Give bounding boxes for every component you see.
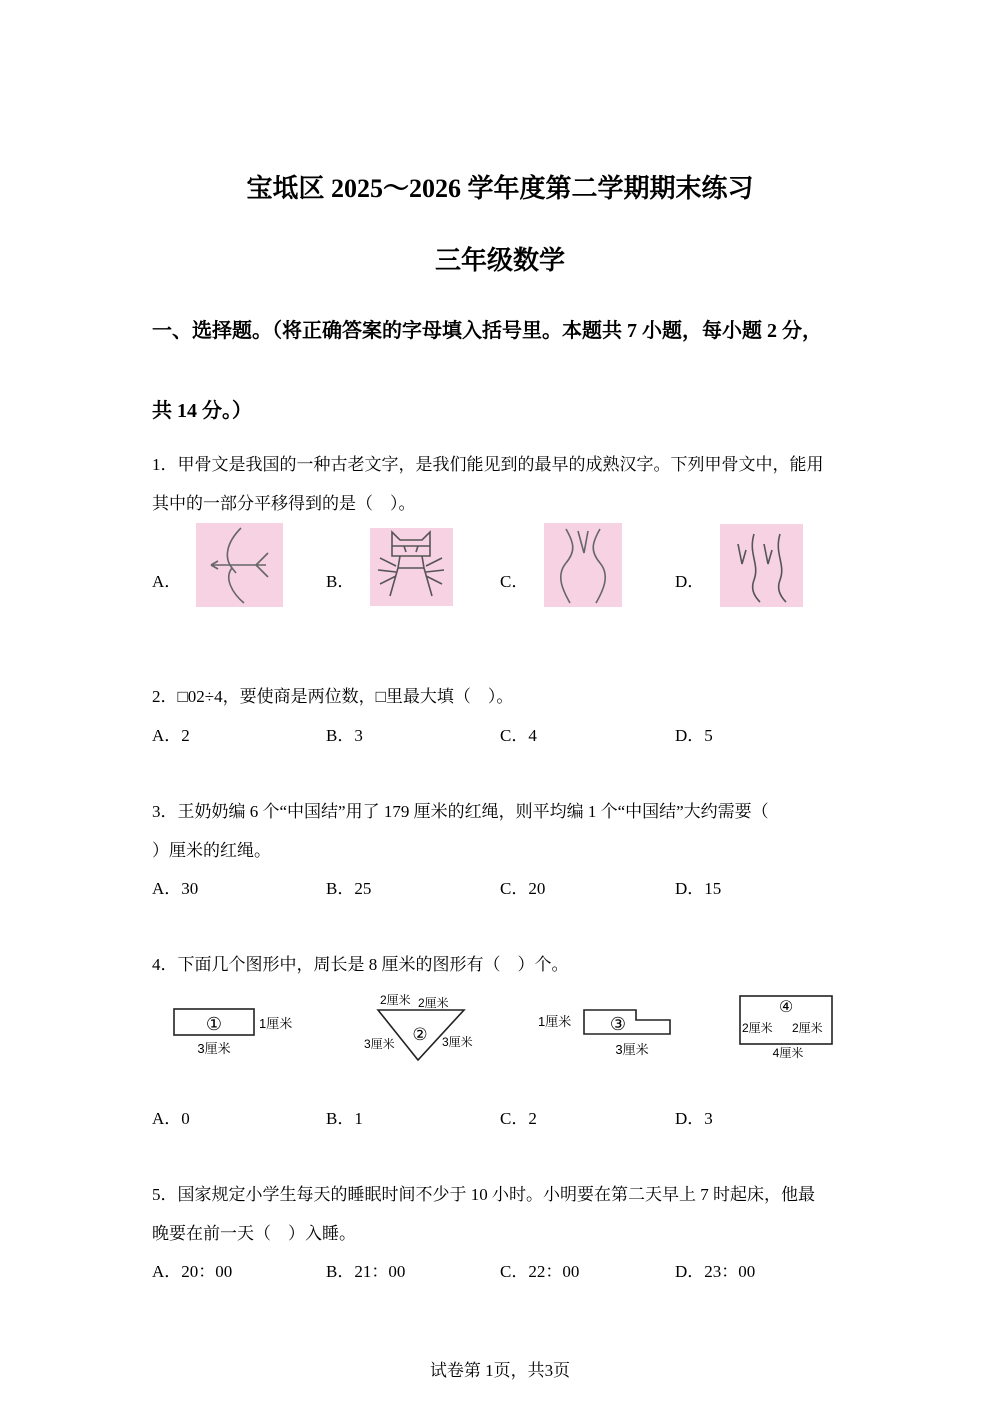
q4-option-b: B．1	[326, 1109, 363, 1128]
figure-4-square	[736, 994, 836, 1060]
figure-4-left-label: 2厘米	[742, 1021, 773, 1035]
figure-1-number: ①	[205, 1014, 223, 1034]
question-2-text: 2．□02÷4，要使商是两位数，□里最大填（ ）。	[152, 687, 514, 706]
figure-1-bottom-label: 3厘米	[197, 1041, 231, 1056]
page-title: 宝坻区 2025～2026 学年度第二学期期末练习	[246, 174, 754, 203]
question-5-line2: 晚要在前一天（ ）入睡。	[152, 1224, 356, 1243]
figure-2-top2-label: 2厘米	[418, 996, 449, 1010]
q5-option-a: A．20：00	[152, 1262, 233, 1281]
q3-option-b: B．25	[326, 879, 372, 898]
question-4-text: 4．下面几个图形中，周长是 8 厘米的图形有（ ）个。	[152, 955, 569, 974]
question-5-line1: 5．国家规定小学生每天的睡眠时间不少于 10 小时。小明要在第二天早上 7 时起床，他最	[152, 1185, 815, 1204]
section-heading-line2: 共 14 分。）	[152, 400, 252, 422]
question-1-line2: 其中的一部分平移得到的是（ ）。	[152, 494, 416, 513]
q1-option-d-label: D．	[675, 572, 705, 591]
question-3-line2: ）厘米的红绳。	[152, 841, 271, 860]
figure-3-l-shape	[536, 1006, 681, 1066]
figure-2-right-label: 3厘米	[442, 1035, 473, 1049]
twin-curves-glyph-image	[544, 523, 622, 607]
bow-arrow-glyph-image	[196, 523, 283, 607]
q5-option-c: C．22：00	[500, 1262, 580, 1281]
q3-option-d: D．15	[675, 879, 722, 898]
figure-2-left-label: 3厘米	[364, 1037, 395, 1051]
figure-3-bottom-label: 3厘米	[615, 1042, 649, 1057]
q4-option-c: C．2	[500, 1109, 537, 1128]
q3-option-a: A．30	[152, 879, 199, 898]
page-subtitle: 三年级数学	[434, 246, 565, 275]
cat-face-glyph-image	[370, 528, 453, 606]
figure-2-number: ②	[412, 1025, 428, 1044]
q3-option-c: C．20	[500, 879, 546, 898]
q2-option-d: D．5	[675, 726, 713, 745]
q5-option-d: D．23：00	[675, 1262, 756, 1281]
q1-option-a-label: A．	[152, 572, 182, 591]
q2-option-a: A．2	[152, 726, 190, 745]
q4-option-a: A．0	[152, 1109, 190, 1128]
figure-4-right-label: 2厘米	[792, 1021, 823, 1035]
page-footer: 试卷第 1页，共3页	[429, 1361, 571, 1380]
question-1-line1: 1．甲骨文是我国的一种古老文字，是我们能见到的最早的成熟汉字。下列甲骨文中，能用	[152, 455, 824, 474]
figure-2-top-label: 2厘米	[380, 993, 411, 1007]
q4-option-d: D．3	[675, 1109, 713, 1128]
double-zigzag-glyph-image	[720, 524, 803, 607]
figure-2-triangle	[356, 990, 486, 1065]
q5-option-b: B．21：00	[326, 1262, 406, 1281]
figure-1-side-label: 1厘米	[259, 1016, 293, 1031]
figure-1-rectangle	[166, 1004, 306, 1064]
figure-3-side-label: 1厘米	[538, 1014, 572, 1029]
figure-4-bottom-label: 4厘米	[772, 1046, 804, 1060]
q1-option-b-label: B．	[326, 572, 355, 591]
figure-3-number: ③	[609, 1014, 627, 1034]
q2-option-c: C．4	[500, 726, 537, 745]
figure-4-number: ④	[778, 999, 794, 1016]
question-3-line1: 3．王奶奶编 6 个“中国结”用了 179 厘米的红绳，则平均编 1 个“中国结”大约需要（	[152, 802, 769, 821]
q2-option-b: B．3	[326, 726, 363, 745]
q1-option-c-label: C．	[500, 572, 529, 591]
section-heading-line1: 一、选择题。（将正确答案的字母填入括号里。本题共 7 小题，每小题 2 分，	[152, 320, 822, 342]
